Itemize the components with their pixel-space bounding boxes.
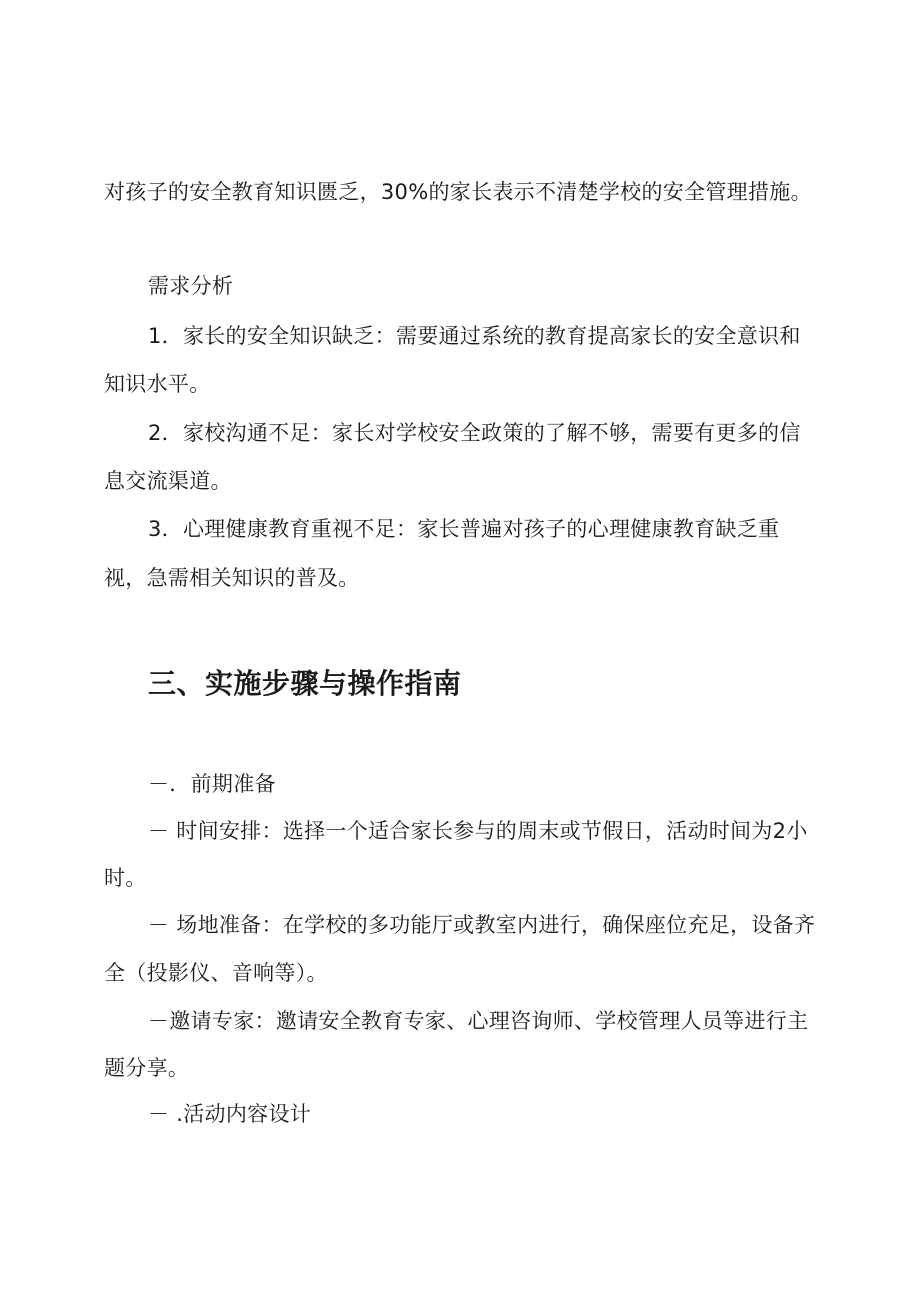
intro-line: 对孩子的安全教育知识匮乏，30%的家长表示不清楚学校的安全管理措施。 xyxy=(104,180,812,204)
prep-title: －．前期准备 xyxy=(148,772,276,796)
time-arrangement-line2: 时。 xyxy=(104,866,147,890)
invite-experts-line2: 题分享。 xyxy=(104,1056,190,1080)
invite-experts-line1: －邀请专家：邀请安全教育专家、心理咨询师、学校管理人员等进行主 xyxy=(148,1009,809,1033)
venue-prep-line1: － 场地准备：在学校的多功能厅或教室内进行，确保座位充足，设备齐 xyxy=(148,913,816,937)
needs-item-1-line2: 知识水平。 xyxy=(104,372,211,396)
venue-prep-line2: 全（投影仪、音响等）。 xyxy=(104,961,328,985)
time-arrangement-line1: － 时间安排：选择一个适合家长参与的周末或节假日，活动时间为2小 xyxy=(148,819,808,843)
needs-item-3-line1: 3．心理健康教育重视不足：家长普遍对孩子的心理健康教育缺乏重 xyxy=(148,517,780,541)
needs-item-2-line2: 息交流渠道。 xyxy=(104,469,232,493)
content-design-title: － .活动内容设计 xyxy=(148,1102,312,1126)
needs-item-3-line2: 视，急需相关知识的普及。 xyxy=(104,566,360,590)
needs-item-2-line1: 2．家校沟通不足：家长对学校安全政策的了解不够，需要有更多的信 xyxy=(148,421,801,445)
needs-title: 需求分析 xyxy=(148,274,234,298)
needs-item-1-line1: 1．家长的安全知识缺乏：需要通过系统的教育提高家长的安全意识和 xyxy=(148,324,801,348)
section-3-heading: 三、实施步骤与操作指南 xyxy=(148,667,462,700)
